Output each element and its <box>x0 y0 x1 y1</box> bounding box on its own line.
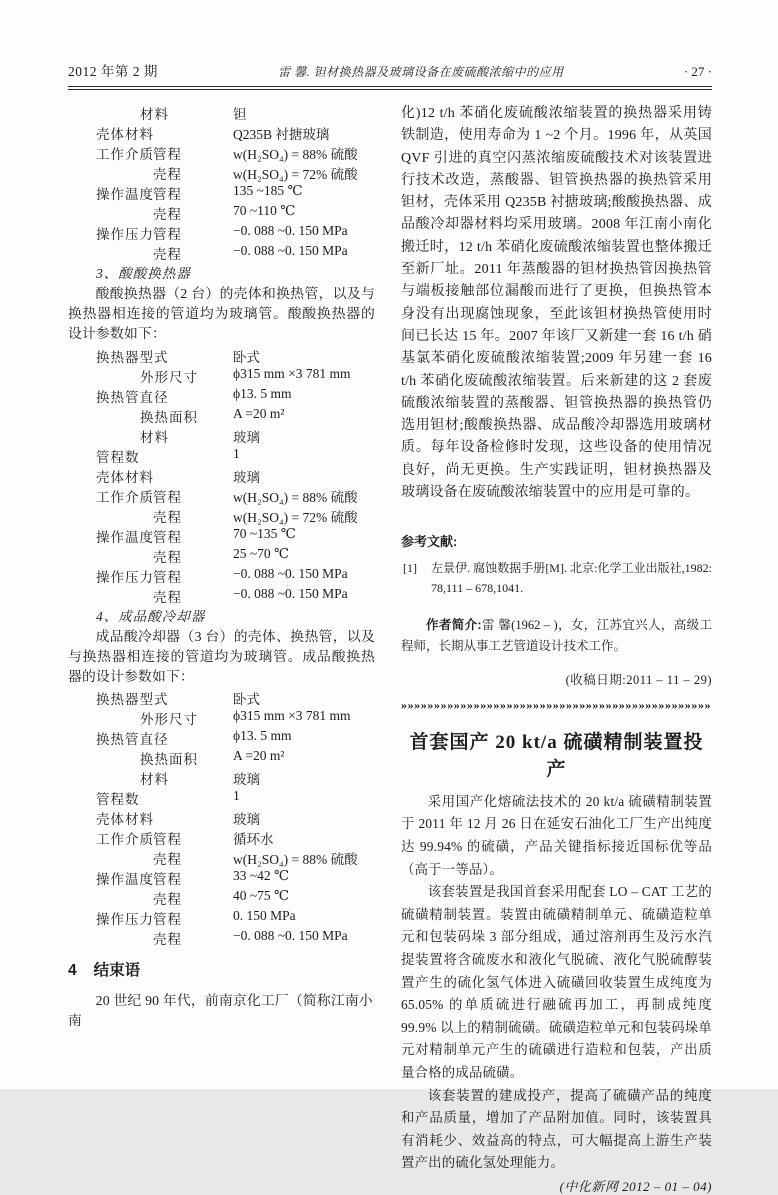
param-value: ϕ13. 5 mm <box>233 385 292 401</box>
param-value: 1 <box>233 445 240 461</box>
news-title: 首套国产 20 kt/a 硫磺精制装置投产 <box>409 731 704 780</box>
param-row <box>68 546 375 566</box>
param-value: 玻璃 <box>233 469 260 485</box>
param-row <box>68 386 375 406</box>
param-value: 1 <box>233 788 240 804</box>
param-value: 钽 <box>233 107 247 122</box>
param-row <box>68 748 375 768</box>
param-row <box>68 346 375 366</box>
param-value: −0. 088 ~0. 150 MPa <box>233 928 348 944</box>
section3-heading: 3、酸酸换热器 <box>96 266 191 281</box>
param-value: 70 ~110 ℃ <box>233 203 296 218</box>
param-value: ϕ13. 5 mm <box>233 728 292 744</box>
conclusion-number: 4 <box>68 962 77 980</box>
references-heading: 参考文献: <box>401 534 458 550</box>
param-value: −0. 088 ~0. 150 MPa <box>233 565 348 581</box>
param-row <box>68 243 375 263</box>
param-label: 操作压力 <box>96 912 154 928</box>
param-row <box>68 768 375 788</box>
param-label: 材料 <box>140 772 169 788</box>
param-sublabel: 管程 <box>153 872 182 888</box>
news-paragraph-2: 该套装置是我国首套采用配套 LO – CAT 工艺的硫磺精制装置。装置由硫磺精制单元、硫磺造粒单元和包装码垛 3 部分组成，通过溶剂再生及污水汽提装置将含硫废水和液化气脱硫、液化气脱硫醇装置产生的硫化氢气体进入硫磺回收装置生成纯度为 65.05% 的单质硫进行融硫再加工，再制成纯度 99.9% 以上的精制硫磺。硫磺造粒单元和包装码垛单元对精制单元产生的硫磺进行造粒和包装，产出质量合格的成品硫磺。 <box>401 884 712 1080</box>
param-value: 40 ~75 ℃ <box>233 888 290 904</box>
conclusion-first-line: 20 世纪 90 年代，前南京化工厂（简称江南小南 <box>68 993 373 1029</box>
param-value: 25 ~70 ℃ <box>233 545 290 561</box>
author-bio <box>401 615 712 657</box>
param-sublabel: 壳程 <box>153 852 182 868</box>
param-value: A =20 m² <box>233 748 285 764</box>
two-column-body <box>68 103 712 1195</box>
param-value: −0. 088 ~0. 150 MPa <box>233 585 348 601</box>
page-number: · 27 · <box>683 64 712 79</box>
param-value: Q235B 衬搪玻璃 <box>233 127 330 142</box>
news-paragraph-1: 采用国产化熔硫法技术的 20 kt/a 硫磺精制装置于 2011 年 12 月 26 日在延安石油化工厂生产出纯度达 99.94% 的硫磺，产品关键指标接近国标优等品（高于一等品）。 <box>401 793 712 877</box>
right-column <box>401 103 712 1195</box>
param-table-acid-exchanger <box>68 346 375 606</box>
param-row <box>68 366 375 386</box>
param-row <box>68 406 375 426</box>
param-label: 材料 <box>140 429 169 445</box>
param-sublabel: 壳程 <box>153 207 182 222</box>
param-label: 外形尺寸 <box>140 369 198 385</box>
param-label: 操作温度 <box>96 529 154 545</box>
header-double-rule <box>68 86 712 90</box>
param-sublabel: 管程 <box>153 227 182 242</box>
param-sublabel: 壳程 <box>153 549 182 565</box>
param-value: −0. 088 ~0. 150 MPa <box>233 243 348 258</box>
param-sublabel: 壳程 <box>153 589 182 605</box>
param-value: 卧式 <box>233 692 260 708</box>
page-header <box>68 60 712 84</box>
param-label: 外形尺寸 <box>140 712 198 728</box>
param-value: ϕ315 mm ×3 781 mm <box>233 365 351 381</box>
issue-label: 2012 年第 2 期 <box>68 64 158 79</box>
param-table-product-cooler <box>68 688 375 948</box>
param-row <box>68 446 375 466</box>
param-label: 操作压力 <box>96 227 154 242</box>
reference-item <box>401 558 712 598</box>
author-bio-text: 雷 馨(1962 – )，女，江苏宜兴人，高级工程师，长期从事工艺管道设计技术工作。 <box>401 618 713 654</box>
left-column <box>68 103 375 1195</box>
section3-paragraph: 酸酸换热器（2 台）的壳体和换热管，以及与换热器相连接的管道均为玻璃管。酸酸换热器的设计参数如下： <box>68 286 375 342</box>
param-sublabel: 管程 <box>153 912 182 928</box>
param-label: 壳体材料 <box>96 812 154 828</box>
chevron-divider: »»»»»»»»»»»»»»»»»»»»»»»»»»»»»»»»»»»»»»»»»»»»»»» <box>401 697 712 712</box>
param-value: ϕ315 mm ×3 781 mm <box>233 708 351 724</box>
param-value: 卧式 <box>233 349 260 365</box>
param-row <box>68 586 375 606</box>
param-label: 换热面积 <box>140 409 198 425</box>
param-row <box>68 888 375 908</box>
param-label: 壳体材料 <box>96 469 154 485</box>
param-label: 换热器型式 <box>96 349 169 365</box>
param-value: w(H₂SO₄) = 88% 硫酸 <box>233 852 358 868</box>
news-paragraph-3: 该套装置的建成投产，提高了硫磺产品的纯度和产品质量，增加了产品附加值。同时，该装置具有消耗少、效益高的特点，可大幅提高上游生产装置产出的硫化氢处理能力。 <box>401 1087 712 1171</box>
param-value: 循环水 <box>233 832 274 848</box>
running-title: 雷 馨. 钽材换热器及玻璃设备在废硫酸浓缩中的应用 <box>278 65 564 79</box>
param-row <box>68 566 375 586</box>
param-row <box>68 123 375 143</box>
param-row <box>68 486 375 506</box>
param-value: −0. 088 ~0. 150 MPa <box>233 223 348 238</box>
param-row <box>68 908 375 928</box>
param-row <box>68 103 375 123</box>
param-label: 操作温度 <box>96 187 154 202</box>
param-sublabel: 管程 <box>153 569 182 585</box>
reference-number: [1] <box>403 561 417 576</box>
param-value: 33 ~42 ℃ <box>233 868 290 884</box>
reference-text: 左景伊. 腐蚀数据手册[M]. 北京:化学工业出版社,1982: 78,111 – 678,1041. <box>431 561 712 596</box>
param-value: 玻璃 <box>233 429 260 445</box>
param-label: 工作介质 <box>96 147 154 162</box>
param-value: 135 ~185 ℃ <box>233 183 303 198</box>
param-sublabel: 管程 <box>153 187 182 202</box>
param-value: w(H₂SO₄) = 72% 硫酸 <box>233 509 358 525</box>
param-label: 操作压力 <box>96 569 154 585</box>
news-credit: (中化新网 2012 – 01 – 04) <box>559 1178 712 1194</box>
page-content <box>68 60 712 1195</box>
param-value: 70 ~135 ℃ <box>233 525 296 541</box>
param-row <box>68 808 375 828</box>
param-value: w(H₂SO₄) = 88% 硫酸 <box>233 147 358 162</box>
param-label: 管程数 <box>96 792 140 808</box>
param-table-evaporator <box>68 103 375 263</box>
param-sublabel: 壳程 <box>153 509 182 525</box>
param-row <box>68 506 375 526</box>
received-date: (收稿日期:2011 – 11 – 29) <box>565 672 712 687</box>
param-value: 0. 150 MPa <box>233 908 296 924</box>
param-value: 玻璃 <box>233 812 260 828</box>
param-row <box>68 526 375 546</box>
param-label: 换热管直径 <box>96 732 169 748</box>
param-row <box>68 203 375 223</box>
param-sublabel: 管程 <box>153 832 182 848</box>
param-row <box>68 828 375 848</box>
param-label: 换热管直径 <box>96 389 169 405</box>
conclusion-heading <box>68 958 375 980</box>
param-row <box>68 788 375 808</box>
param-sublabel: 壳程 <box>153 892 182 908</box>
param-row <box>68 163 375 183</box>
section4-paragraph: 成品酸冷却器（3 台）的壳体、换热管，以及与换热器相连接的管道均为玻璃管。成品酸换热器的设计参数如下： <box>68 628 375 685</box>
param-value: 玻璃 <box>233 772 260 788</box>
param-sublabel: 管程 <box>153 489 182 505</box>
param-row <box>68 183 375 203</box>
param-label: 壳体材料 <box>96 127 154 142</box>
param-row <box>68 426 375 446</box>
param-value: A =20 m² <box>233 405 285 421</box>
param-label: 材料 <box>140 107 169 122</box>
param-label: 工作介质 <box>96 832 154 848</box>
param-row <box>68 868 375 888</box>
param-sublabel: 壳程 <box>153 932 182 948</box>
param-row <box>68 466 375 486</box>
param-row <box>68 688 375 708</box>
param-label: 管程数 <box>96 449 140 465</box>
article-body-paragraph: 化)12 t/h 苯硝化废硫酸浓缩装置的换热器采用铸铁制造，使用寿命为 1 ~2 个月。1996 年，从英国 QVF 引进的真空闪蒸浓缩废硫酸技术对该装置进行技术改造，蒸酸器、钽管换热器的换热管采用钽材，壳体采用 Q235B 衬搪玻璃;酸酸换热器、成品酸冷却器材料均采用玻璃。2008 年江南小南化搬迁时，12 t/h 苯硝化废硫酸浓缩装置也整体搬迁至新厂址。2011 年蒸酸器的钽材换热管因换热管与端板接触部位漏酸而进行了更换，但换热管本身没有出现腐蚀现象，至此该钽材换热管使用时间已长达 15 年。2007 年该厂又新建一套 16 t/h 硝基氯苯硝化废硫酸浓缩装置;2009 年另建一套 16 t/h 苯硝化废硫酸浓缩装置。后来新建的这 2 套废硫酸浓缩装置的蒸酸器、钽管换热器的换热管仍选用钽材;酸酸换热器、成品酸冷却器选用玻璃材质。每年设备检修时发现，这些设备的使用情况良好，尚无更换。生产实践证明，钽材换热器及玻璃设备在废硫酸浓缩装置中的应用是可靠的。 <box>401 106 712 501</box>
param-row <box>68 143 375 163</box>
param-row <box>68 728 375 748</box>
param-sublabel: 管程 <box>153 147 182 162</box>
author-bio-label: 作者简介: <box>426 618 482 633</box>
param-row <box>68 223 375 243</box>
param-label: 操作温度 <box>96 872 154 888</box>
param-label: 换热面积 <box>140 752 198 768</box>
param-label: 工作介质 <box>96 489 154 505</box>
param-value: w(H₂SO₄) = 88% 硫酸 <box>233 489 358 505</box>
param-sublabel: 管程 <box>153 529 182 545</box>
param-row <box>68 928 375 948</box>
section4-heading: 4、成品酸冷却器 <box>96 608 206 624</box>
conclusion-title: 结束语 <box>93 962 141 980</box>
param-label: 换热器型式 <box>96 692 169 708</box>
param-sublabel: 壳程 <box>153 247 182 262</box>
param-value: w(H₂SO₄) = 72% 硫酸 <box>233 167 358 182</box>
param-sublabel: 壳程 <box>153 167 182 182</box>
param-row <box>68 848 375 868</box>
param-row <box>68 708 375 728</box>
